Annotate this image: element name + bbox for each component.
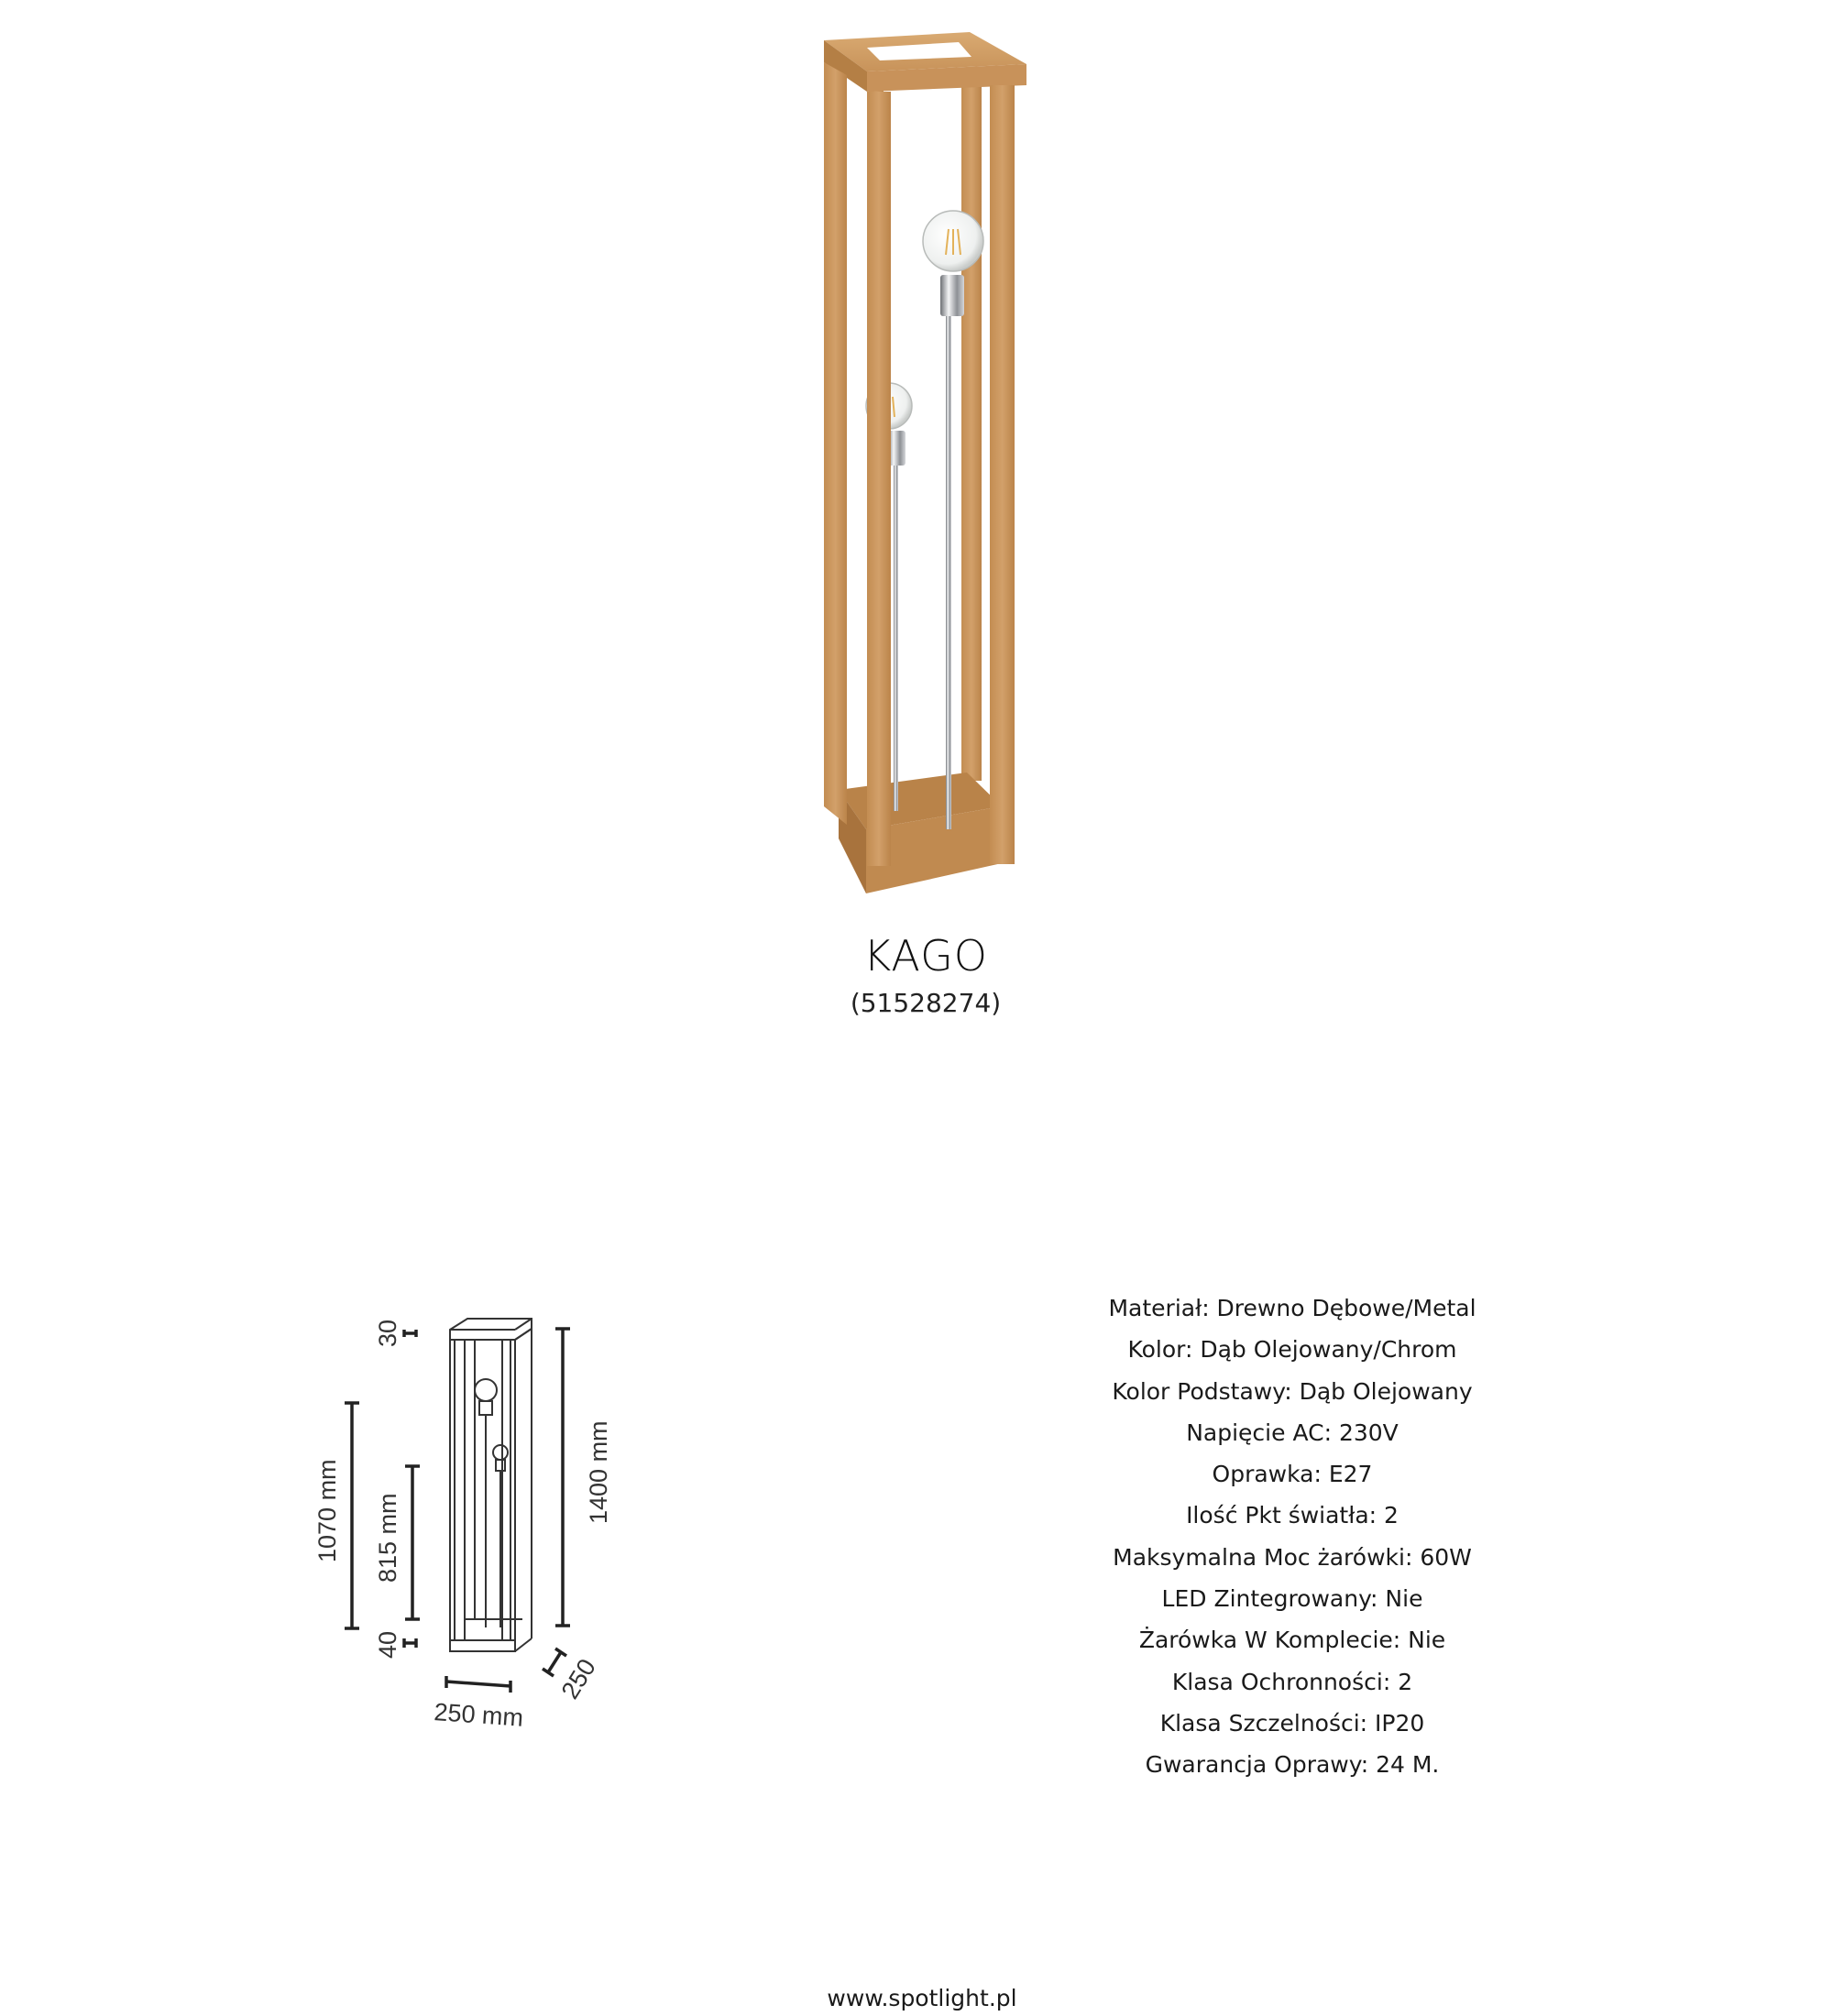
spec-light-points: Ilość Pkt światła: 2 [1186,1502,1399,1529]
spec-color: Kolor: Dąb Olejowany/Chrom [1127,1336,1457,1364]
front-left-post [824,62,847,825]
chrome-rod-high [946,316,951,829]
spec-list [1017,1287,1567,1786]
spec-base-color: Kolor Podstawy: Dąb Olejowany [1112,1377,1473,1405]
spec-ip-rating: Klasa Szczelności: IP20 [1159,1709,1425,1737]
dim-label-top-frame: 30 [374,1319,401,1347]
dim-label-total-height: 1400 mm [585,1420,612,1524]
website-link[interactable]: www.spotlight.pl [827,1985,1017,2011]
spec-warranty: Gwarancja Oprawy: 24 M. [1145,1751,1440,1779]
dimension-drawing [302,1301,623,1759]
spec-led: LED Zintegrowany: Nie [1161,1585,1423,1613]
spec-socket: Oprawka: E27 [1212,1461,1373,1488]
chrome-rod-low [894,449,898,811]
socket-high [940,275,964,316]
dim-label-bulb-high: 1070 mm [313,1459,341,1562]
spec-max-power: Maksymalna Moc żarówki: 60W [1113,1543,1472,1571]
dim-label-bulb-low: 815 mm [374,1493,401,1583]
spec-protection-class: Klasa Ochronności: 2 [1171,1668,1413,1695]
dim-label-depth: 250 [555,1654,601,1704]
spec-voltage: Napięcie AC: 230V [1186,1419,1399,1446]
lamp-outline-icon [450,1319,532,1651]
front-mid-post [867,92,891,866]
dim-label-width: 250 mm [433,1698,524,1732]
dim-line-width [446,1682,510,1686]
dim-line-depth [548,1652,561,1672]
floor-lamp-photo [752,18,1100,907]
spec-material: Materiał: Drewno Dębowe/Metal [1108,1295,1476,1321]
product-code: (51528274) [850,988,1002,1018]
front-right-post [990,85,1015,864]
back-right-post [961,84,982,781]
dim-label-bottom-frame: 40 [374,1630,401,1659]
product-name: KAGO [863,931,988,981]
spec-bulb-included: Żarówka W Komplecie: Nie [1138,1627,1446,1654]
